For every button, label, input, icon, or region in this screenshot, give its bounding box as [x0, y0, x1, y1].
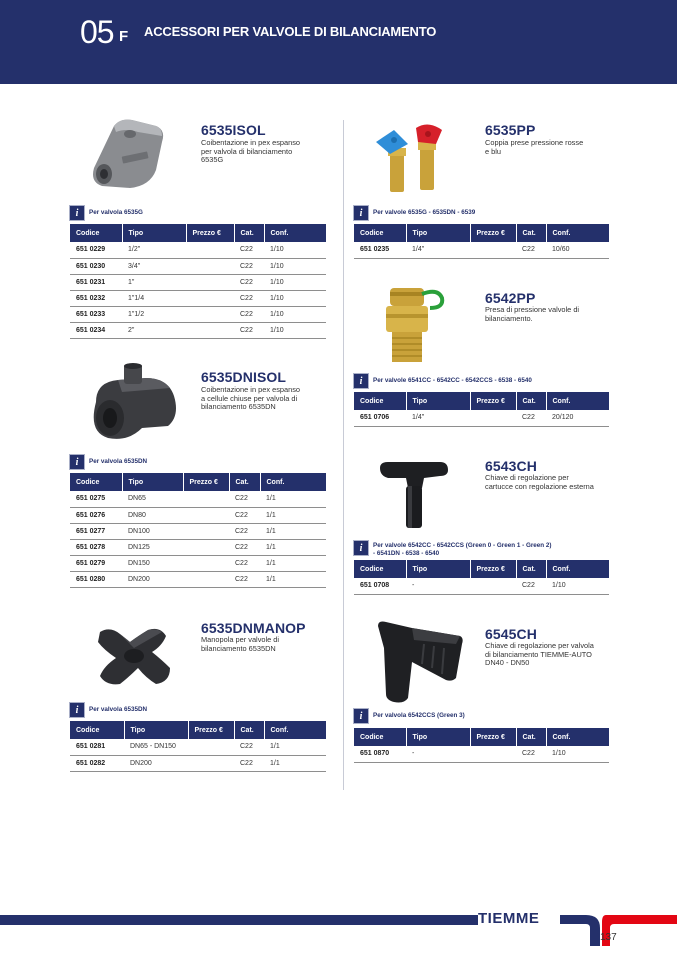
- col-type-header: Tipo: [406, 560, 470, 578]
- product-table: [354, 224, 609, 259]
- col-price-header: Prezzo €: [470, 224, 516, 242]
- product-note: [354, 374, 532, 388]
- conf-cell: 1/1: [264, 739, 326, 755]
- table-row: [70, 755, 326, 771]
- product-description: Chiave di regolazione per valvola di bilanciamento TIEMME-AUTO DN40 - DN50: [485, 641, 594, 668]
- col-conf-header: Conf.: [546, 224, 609, 242]
- type-cell: -: [406, 746, 470, 762]
- type-cell: DN150: [122, 555, 183, 571]
- table-row: [70, 571, 326, 587]
- product-note: [70, 206, 143, 220]
- col-conf-header: Conf.: [264, 721, 326, 739]
- conf-cell: 1/1: [260, 571, 326, 587]
- table-row: [70, 555, 326, 571]
- cat-cell: C22: [234, 290, 264, 306]
- chapter-title: ACCESSORI PER VALVOLE DI BILANCIAMENTO: [144, 24, 437, 39]
- regulation-key-image: [372, 618, 466, 704]
- table-row: [70, 739, 326, 755]
- col-price-header: Prezzo €: [183, 473, 229, 491]
- col-conf-header: Conf.: [260, 473, 326, 491]
- conf-cell: 1/10: [264, 242, 326, 258]
- price-cell: [183, 491, 229, 507]
- product-note: [354, 206, 475, 220]
- col-price-header: Prezzo €: [186, 224, 234, 242]
- product-note: [70, 703, 147, 717]
- type-cell: DN200: [122, 571, 183, 587]
- table-row: [70, 274, 326, 290]
- product-name: 6535PP: [485, 122, 536, 138]
- conf-cell: 1/10: [264, 306, 326, 322]
- col-cat-header: Cat.: [516, 392, 546, 410]
- product-description: Manopola per valvole di bilanciamento 6535DN: [201, 635, 280, 653]
- table-row: [70, 258, 326, 274]
- cat-cell: C22: [229, 539, 260, 555]
- product-description: Coppia prese pressione rosse e blu: [485, 138, 584, 156]
- table-row: [354, 746, 609, 762]
- product-table: [70, 721, 326, 772]
- type-cell: DN65 - DN150: [124, 739, 188, 755]
- col-conf-header: Conf.: [264, 224, 326, 242]
- table-row: [70, 507, 326, 523]
- type-cell: 3/4": [122, 258, 186, 274]
- price-cell: [183, 523, 229, 539]
- code-cell: 651 0234: [70, 322, 122, 338]
- conf-cell: 1/10: [264, 290, 326, 306]
- cat-cell: C22: [516, 410, 546, 426]
- col-conf-header: Conf.: [546, 392, 609, 410]
- footer-bar: [0, 915, 478, 925]
- table-row: [70, 290, 326, 306]
- product-table: [70, 224, 326, 339]
- col-price-header: Prezzo €: [188, 721, 234, 739]
- cat-cell: C22: [234, 258, 264, 274]
- page-number: 137: [600, 932, 617, 943]
- col-cat-header: Cat.: [229, 473, 260, 491]
- product-name: 6535DNMANOP: [201, 620, 306, 636]
- col-cat-header: Cat.: [516, 728, 546, 746]
- col-cat-header: Cat.: [234, 224, 264, 242]
- price-cell: [186, 274, 234, 290]
- product-name: 6542PP: [485, 290, 536, 306]
- type-cell: 1"1/4: [122, 290, 186, 306]
- cat-cell: C22: [234, 242, 264, 258]
- chapter-number: 05: [80, 14, 114, 50]
- code-cell: 651 0229: [70, 242, 122, 258]
- note-text: Per valvole 6542CC - 6542CCS (Green 0 - Green 1 - Green 2) - 6541DN - 6538 - 6540: [373, 542, 552, 557]
- type-cell: 2": [122, 322, 186, 338]
- code-cell: 651 0231: [70, 274, 122, 290]
- type-cell: 1/2": [122, 242, 186, 258]
- col-cat-header: Cat.: [516, 560, 546, 578]
- table-row: [70, 523, 326, 539]
- code-cell: 651 0870: [354, 746, 406, 762]
- product-note: [354, 709, 465, 723]
- conf-cell: 1/1: [260, 523, 326, 539]
- adjustment-key-image: [376, 462, 456, 530]
- product-description: Coibentazione in pex espanso a cellule chiuse per valvola di bilanciamento 6535DN: [201, 385, 301, 412]
- cat-cell: C22: [516, 578, 546, 594]
- type-cell: DN80: [122, 507, 183, 523]
- product-name: 6535DNISOL: [201, 369, 287, 385]
- col-code-header: Codice: [354, 224, 406, 242]
- product-description: Chiave di regolazione per cartucce con regolazione esterna: [485, 473, 594, 491]
- code-cell: 651 0706: [354, 410, 406, 426]
- col-cat-header: Cat.: [516, 224, 546, 242]
- col-conf-header: Conf.: [546, 728, 609, 746]
- conf-cell: 20/120: [546, 410, 609, 426]
- price-cell: [188, 739, 234, 755]
- conf-cell: 1/1: [260, 491, 326, 507]
- table-row: [354, 410, 609, 426]
- col-code-header: Codice: [354, 560, 406, 578]
- conf-cell: 1/1: [264, 755, 326, 771]
- price-cell: [186, 290, 234, 306]
- price-cell: [188, 755, 234, 771]
- chapter-letter: F: [119, 28, 129, 45]
- info-icon: i: [70, 206, 84, 220]
- col-type-header: Tipo: [406, 224, 470, 242]
- product-name: 6545CH: [485, 626, 537, 642]
- cat-cell: C22: [234, 274, 264, 290]
- table-row: [70, 491, 326, 507]
- price-cell: [183, 507, 229, 523]
- code-cell: 651 0235: [354, 242, 406, 258]
- product-note: [354, 541, 552, 555]
- conf-cell: 1/10: [546, 746, 609, 762]
- col-code-header: Codice: [70, 473, 122, 491]
- table-row: [70, 306, 326, 322]
- col-code-header: Codice: [70, 721, 124, 739]
- code-cell: 651 0281: [70, 739, 124, 755]
- insulation-shell-image: [86, 116, 172, 196]
- product-table: [354, 728, 609, 763]
- table-row: [354, 578, 609, 594]
- code-cell: 651 0278: [70, 539, 122, 555]
- info-icon: i: [354, 206, 368, 220]
- note-text: Per valvola 6535DN: [89, 458, 148, 465]
- conf-cell: 1/1: [260, 555, 326, 571]
- cat-cell: C22: [229, 507, 260, 523]
- cat-cell: C22: [234, 306, 264, 322]
- pressure-test-points-image: [372, 122, 462, 196]
- conf-cell: 1/10: [264, 258, 326, 274]
- info-icon: i: [354, 374, 368, 388]
- col-type-header: Tipo: [122, 473, 183, 491]
- table-row: [70, 539, 326, 555]
- note-text: Per valvola 6535G: [89, 209, 143, 216]
- col-cat-header: Cat.: [234, 721, 264, 739]
- product-table: [354, 392, 609, 427]
- product-description: Coibentazione in pex espanso per valvola di bilanciamento 6535G: [201, 138, 301, 165]
- cat-cell: C22: [234, 755, 264, 771]
- type-cell: 1"1/2: [122, 306, 186, 322]
- price-cell: [183, 539, 229, 555]
- page-header: [0, 0, 677, 84]
- cat-cell: C22: [516, 746, 546, 762]
- code-cell: 651 0277: [70, 523, 122, 539]
- code-cell: 651 0232: [70, 290, 122, 306]
- brand-mark-icon: [560, 914, 677, 946]
- table-row: [70, 242, 326, 258]
- note-text: Per valvole 6535G - 6535DN - 6539: [373, 209, 476, 216]
- price-cell: [186, 258, 234, 274]
- product-name: 6535ISOL: [201, 122, 266, 138]
- info-icon: i: [70, 703, 84, 717]
- col-code-header: Codice: [70, 224, 122, 242]
- price-cell: [183, 555, 229, 571]
- type-cell: DN200: [124, 755, 188, 771]
- col-code-header: Codice: [354, 728, 406, 746]
- col-code-header: Codice: [354, 392, 406, 410]
- cat-cell: C22: [234, 322, 264, 338]
- code-cell: 651 0282: [70, 755, 124, 771]
- cat-cell: C22: [229, 571, 260, 587]
- info-icon: i: [354, 541, 368, 555]
- table-row: [70, 322, 326, 338]
- note-text: Per valvola 6542CCS (Green 3): [373, 712, 465, 719]
- col-type-header: Tipo: [124, 721, 188, 739]
- product-name: 6543CH: [485, 458, 537, 474]
- price-cell: [470, 410, 516, 426]
- price-cell: [186, 322, 234, 338]
- handwheel-image: [90, 620, 180, 692]
- cat-cell: C22: [234, 739, 264, 755]
- table-row: [354, 242, 609, 258]
- conf-cell: 10/60: [546, 242, 609, 258]
- dn-insulation-image: [82, 362, 182, 447]
- col-price-header: Prezzo €: [470, 392, 516, 410]
- conf-cell: 1/10: [546, 578, 609, 594]
- type-cell: 1": [122, 274, 186, 290]
- column-divider: [343, 120, 344, 790]
- cat-cell: C22: [229, 555, 260, 571]
- type-cell: 1/4": [406, 242, 470, 258]
- cat-cell: C22: [516, 242, 546, 258]
- code-cell: 651 0230: [70, 258, 122, 274]
- code-cell: 651 0276: [70, 507, 122, 523]
- col-type-header: Tipo: [406, 392, 470, 410]
- note-text: Per valvola 6535DN: [89, 706, 148, 713]
- code-cell: 651 0233: [70, 306, 122, 322]
- code-cell: 651 0279: [70, 555, 122, 571]
- col-price-header: Prezzo €: [470, 560, 516, 578]
- conf-cell: 1/10: [264, 322, 326, 338]
- price-cell: [470, 746, 516, 762]
- note-text: Per valvole 6541CC - 6542CC - 6542CCS - 6538 - 6540: [373, 377, 532, 384]
- type-cell: DN100: [122, 523, 183, 539]
- info-icon: i: [354, 709, 368, 723]
- pressure-port-image: [378, 284, 450, 366]
- price-cell: [470, 578, 516, 594]
- type-cell: -: [406, 578, 470, 594]
- col-conf-header: Conf.: [546, 560, 609, 578]
- conf-cell: 1/1: [260, 539, 326, 555]
- conf-cell: 1/1: [260, 507, 326, 523]
- col-type-header: Tipo: [122, 224, 186, 242]
- info-icon: i: [70, 455, 84, 469]
- type-cell: DN125: [122, 539, 183, 555]
- type-cell: DN65: [122, 491, 183, 507]
- col-type-header: Tipo: [406, 728, 470, 746]
- product-description: Presa di pressione valvole di bilanciamento.: [485, 305, 580, 323]
- brand-logo: TIEMME: [478, 910, 540, 927]
- product-table: [354, 560, 609, 595]
- type-cell: 1/4": [406, 410, 470, 426]
- code-cell: 651 0280: [70, 571, 122, 587]
- code-cell: 651 0708: [354, 578, 406, 594]
- price-cell: [186, 242, 234, 258]
- product-table: [70, 473, 326, 588]
- conf-cell: 1/10: [264, 274, 326, 290]
- code-cell: 651 0275: [70, 491, 122, 507]
- cat-cell: C22: [229, 491, 260, 507]
- product-note: [70, 455, 147, 469]
- price-cell: [186, 306, 234, 322]
- price-cell: [183, 571, 229, 587]
- col-price-header: Prezzo €: [470, 728, 516, 746]
- price-cell: [470, 242, 516, 258]
- cat-cell: C22: [229, 523, 260, 539]
